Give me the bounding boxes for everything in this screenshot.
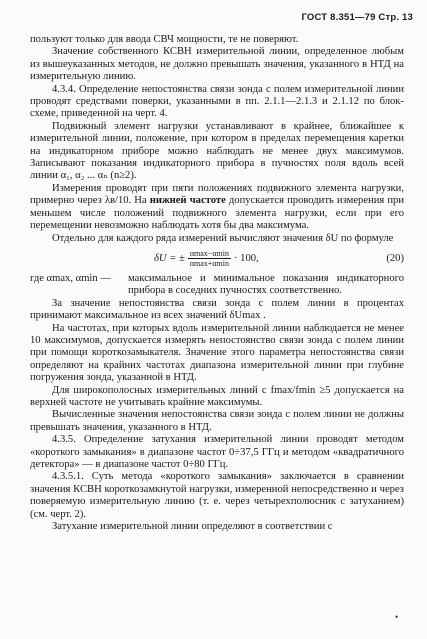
paragraph: Подвижный элемент нагрузки устанавливают в крайнее, ближайшее к измерительной линии, положение, при котором в пределах перемещения каретки на индикаторном приборе можно наблюдать не менее двух максимумов. Записывают показания индикаторного прибора в пучностях поля вдоль всей линии α₁, α₂ ... αₙ (n≥2). — [30, 120, 404, 182]
paragraph: На частотах, при которых вдоль измерительной линии наблюдается не менее 10 максимумов, допускается измерять непостоянство связи зонда с полем линии при помощи короткозамыкателя. Значение этого параметра непостоянства связи определяют на крайних частотах диапазона измерительной линии при глубине погружения зонда, указанной в НТД. — [30, 322, 404, 384]
body-text — [30, 34, 404, 533]
paragraph: Затухание измерительной линии определяют в соответствии с — [52, 521, 333, 533]
paragraph: 4.3.5.1. Суть метода «короткого замыкания» заключается в сравнении значения КСВН короткозамкнутой нагрузки, измеренной непосредственно и через поверяемую измерительную линию (т. е. через четырехполюсник с затуханием) (см. черт. 2). — [30, 471, 404, 520]
paragraph: 4.3.4. Определение непостоянства связи зонда с полем измерительной линии проводят средствами поверки, указанными в пп. 2.1.1—2.1.3 и 2.1.12 по блок-схеме, приведенной на черт. 4. — [30, 83, 404, 120]
paragraph: Для широкополосных измерительных линий с fmax/fmin ≥5 допускается на верхней частоте не учитывать крайние максимумы. — [30, 384, 404, 408]
formula-20 — [30, 246, 404, 272]
legend-text: максимальное и минимальное показания индикаторного прибора в соседних пучностях соответственно. — [128, 272, 404, 297]
paragraph-part: Измерения проводят при пяти положениях подвижного элемента нагрузки, примерно через λв/10. На — [30, 182, 404, 207]
paragraph-part: допускается проводить измерения при меньшем числе положений подвижного элемента нагрузки, если при его перемещении невозможно наблюдать хотя бы два максимума. — [30, 195, 404, 232]
page-header: ГОСТ 8.351—79 Стр. 13 — [301, 12, 413, 23]
footer-mark: • — [395, 612, 399, 622]
paragraph: 4.3.5. Определение затухания измерительной линии проводят методом «короткого замыкания» в диапазоне частот 0÷37,5 ГГц и методом «квадратичного детектора» — в диапазоне частот 0÷80 ГГц. — [30, 434, 404, 470]
formula-fraction — [188, 249, 231, 268]
formula-lhs: δU = ± — [154, 252, 185, 264]
formula-number: (20) — [386, 252, 404, 264]
formula-tail: · 100, — [233, 252, 259, 264]
paragraph — [30, 183, 404, 233]
paragraph: Отдельно для каждого ряда измерений вычисляют значения δU по формуле — [52, 232, 394, 244]
formula-legend — [30, 273, 404, 298]
emphasis-text: нижней частоте — [149, 195, 226, 207]
paragraph: Вычисленные значения непостоянства связи зонда с полем линии не должны превышать значения, указанного в НТД. — [30, 409, 404, 433]
paragraph: За значение непостоянства связи зонда с полем линии в процентах принимают максимальное из всех значений δUmax . — [30, 297, 404, 322]
formula-denominator: αmax+αmin — [189, 259, 229, 269]
legend-label: где αmax, αmin — — [30, 272, 111, 284]
paragraph: Значение собственного КСВН измерительной линии, определенное любым из вышеуказанных методов, не должно превышать значения, указанного в НТД на измерительную линию. — [30, 46, 404, 83]
formula-numerator: αmax−αmin — [189, 249, 229, 259]
paragraph: пользуют только для ввода СВЧ мощности, те не поверяют. — [30, 34, 299, 45]
